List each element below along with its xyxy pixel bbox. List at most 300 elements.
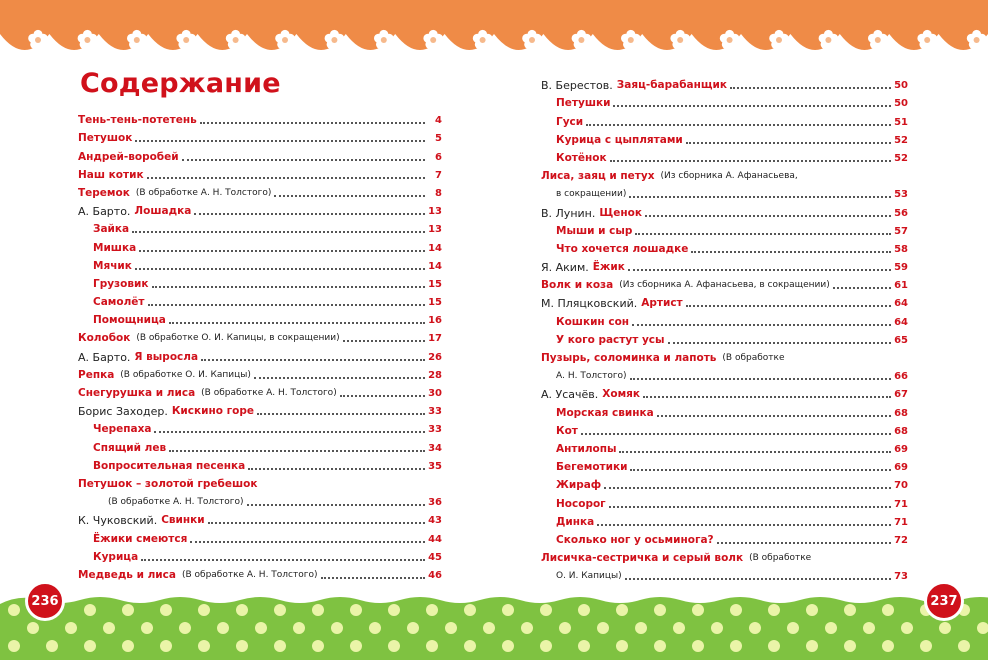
toc-entry [78, 273, 442, 291]
toc-page-number: 52 [894, 134, 908, 146]
toc-entry [541, 474, 908, 492]
toc-story-title: Морская свинка [556, 406, 654, 419]
toc-story-title: Тень-тень-потетень [78, 114, 197, 127]
toc-entry [78, 164, 442, 182]
toc-story-title: Лошадка [134, 205, 192, 218]
toc-page-number: 13 [428, 224, 442, 236]
toc-story-title: Волк и коза [541, 279, 614, 292]
dot-leader [190, 541, 425, 543]
toc-story-title: Наш котик [78, 168, 144, 181]
dot-leader [632, 324, 891, 326]
dot-leader [169, 322, 425, 324]
dot-leader [208, 522, 425, 524]
polka-dot [673, 622, 685, 634]
toc-entry [541, 365, 908, 383]
toc-story-title: Артист [641, 297, 683, 310]
toc-author: В. Берестов. [541, 79, 613, 93]
polka-dot [160, 640, 172, 652]
toc-story-title: Мячик [93, 259, 132, 272]
toc-author: К. Чуковский. [78, 514, 158, 528]
toc-story-title: У кого растут усы [556, 333, 665, 346]
polka-dot [350, 640, 362, 652]
toc-story-title: Гуси [556, 115, 584, 128]
toc-note: (В обработке О. И. Капицы, в сокращении) [136, 333, 340, 344]
polka-dot [65, 622, 77, 634]
toc-page-number: 6 [435, 151, 442, 163]
toc-author: А. Барто. [78, 205, 131, 219]
toc-entry [541, 420, 908, 438]
toc-page-number: 71 [894, 516, 908, 528]
polka-dot [426, 604, 438, 616]
polka-dot [806, 640, 818, 652]
toc-entry [541, 383, 908, 401]
toc-entry [541, 565, 908, 583]
toc-page-number: 69 [894, 443, 908, 455]
toc-entry [78, 309, 442, 327]
toc-entry [78, 182, 442, 200]
dot-leader [717, 542, 891, 544]
toc-entry [78, 491, 442, 509]
toc-entry [78, 200, 442, 218]
toc-entry [541, 274, 908, 292]
polka-dot [730, 640, 742, 652]
polka-dot [217, 622, 229, 634]
toc-note: в сокращении) [556, 189, 627, 200]
toc-story-title: Лисичка-сестричка и серый волк [541, 552, 744, 565]
toc-entry [78, 455, 442, 473]
dot-leader [619, 451, 891, 453]
toc-entry [541, 547, 908, 565]
toc-note: (Из сборника А. Афанасьева, [660, 171, 798, 182]
toc-story-title: Самолёт [93, 296, 145, 309]
dot-leader [691, 251, 891, 253]
polka-dot [806, 604, 818, 616]
dot-leader [169, 450, 425, 452]
toc-story-title: Динка [556, 515, 595, 528]
toc-entry [78, 527, 442, 545]
polka-dot [274, 604, 286, 616]
toc-story-title: Ёжик [592, 261, 625, 274]
dot-leader [730, 87, 891, 89]
toc-note: (В обработке О. И. Капицы) [120, 369, 251, 380]
dot-leader [625, 578, 891, 580]
toc-story-title: Щенок [599, 206, 642, 219]
toc-story-title: Пузырь, соломинка и лапоть [541, 352, 717, 364]
polka-dot [749, 622, 761, 634]
toc-entry [78, 345, 442, 363]
toc-story-title: Мишка [93, 241, 137, 254]
toc-page-number: 50 [894, 80, 908, 92]
polka-dot [616, 604, 628, 616]
polka-dot [768, 640, 780, 652]
polka-dot [388, 640, 400, 652]
dot-leader [629, 196, 891, 198]
polka-dot [616, 640, 628, 652]
dot-leader [194, 213, 425, 215]
polka-dot [958, 640, 970, 652]
polka-dot [293, 622, 305, 634]
polka-dot [350, 604, 362, 616]
toc-page-number: 71 [894, 498, 908, 510]
dot-leader [152, 286, 426, 288]
toc-story-title: Медведь и лиса [78, 568, 176, 581]
toc-entry [541, 92, 908, 110]
page-number-right: 237 [924, 581, 964, 621]
dot-leader [630, 378, 891, 380]
polka-dot [483, 622, 495, 634]
toc-entry [541, 129, 908, 147]
toc-note: О. И. Капицы) [556, 571, 622, 582]
polka-dot [578, 640, 590, 652]
polka-dot [122, 640, 134, 652]
toc-story-title: Бегемотики [556, 461, 628, 474]
toc-entry [78, 364, 442, 382]
toc-page-number: 59 [894, 262, 908, 274]
toc-story-title: Заяц-барабанщик [616, 79, 727, 92]
toc-page-number: 61 [894, 280, 908, 292]
toc-page-number: 64 [894, 316, 908, 328]
polka-dot [578, 604, 590, 616]
toc-story-title: Курица [93, 550, 139, 563]
toc-entry [541, 310, 908, 328]
dot-leader [686, 142, 891, 144]
dot-leader [147, 177, 425, 179]
toc-page-number: 57 [894, 225, 908, 237]
dot-leader [200, 122, 425, 124]
polka-dot [255, 622, 267, 634]
toc-page-number: 68 [894, 407, 908, 419]
bottom-polka-dot-border [0, 592, 988, 660]
toc-page-number: 69 [894, 462, 908, 474]
dot-leader [586, 124, 891, 126]
polka-dot [236, 604, 248, 616]
toc-story-title: Лиса, заяц и петух [541, 170, 655, 183]
polka-dot [198, 640, 210, 652]
page-title: Содержание [80, 68, 281, 99]
toc-page-number: 33 [428, 406, 442, 418]
toc-page-number: 68 [894, 425, 908, 437]
toc-page-number: 72 [894, 534, 908, 546]
dot-leader [135, 140, 425, 142]
toc-page-number: 30 [428, 388, 442, 399]
dot-leader [274, 195, 425, 197]
toc-story-title: Теремок [78, 186, 130, 199]
toc-entry [78, 400, 442, 418]
dot-leader [154, 431, 425, 433]
dot-leader [139, 250, 425, 252]
polka-dot [274, 640, 286, 652]
dot-leader [686, 305, 891, 307]
toc-entry [78, 218, 442, 236]
toc-entry [541, 165, 908, 183]
toc-entry [541, 74, 908, 92]
polka-dot [920, 640, 932, 652]
dot-leader [657, 415, 891, 417]
dot-leader [201, 359, 425, 361]
toc-entry [78, 382, 442, 400]
toc-page-number: 14 [428, 260, 442, 272]
dot-leader [257, 413, 425, 415]
toc-author: М. Пляцковский. [541, 297, 638, 311]
toc-note: (В обработке А. Н. Толстого) [135, 187, 272, 198]
polka-dot [825, 622, 837, 634]
toc-entry [541, 329, 908, 347]
toc-page-number: 43 [428, 515, 442, 527]
polka-dot [464, 640, 476, 652]
dot-leader [597, 524, 891, 526]
toc-page-number: 14 [428, 242, 442, 254]
toc-page-number: 16 [428, 315, 442, 327]
toc-entry [541, 220, 908, 238]
dot-leader [613, 105, 891, 107]
toc-story-title: Я выросла [134, 350, 199, 363]
polka-dot [787, 622, 799, 634]
toc-page-number: 28 [428, 369, 442, 381]
dot-leader [833, 287, 891, 289]
toc-note: (В обработке А. Н. Толстого) [181, 569, 318, 580]
toc-page-number: 8 [435, 187, 442, 199]
polka-dot [502, 604, 514, 616]
polka-dot [939, 622, 951, 634]
toc-entry [541, 183, 908, 201]
dot-leader [630, 469, 891, 471]
toc-story-title: Кот [556, 424, 578, 437]
dot-leader [247, 504, 425, 506]
dot-leader [132, 231, 425, 233]
polka-dot [711, 622, 723, 634]
polka-dot [635, 622, 647, 634]
toc-page-number: 15 [428, 278, 442, 290]
dot-leader [248, 468, 425, 470]
polka-dot [521, 622, 533, 634]
toc-author: А. Усачёв. [541, 388, 599, 402]
polka-dot [464, 604, 476, 616]
dot-leader [141, 559, 425, 561]
toc-entry [541, 492, 908, 510]
toc-entry [541, 347, 908, 365]
polka-dot [103, 622, 115, 634]
toc-page-number: 36 [428, 497, 442, 509]
toc-page-number: 5 [435, 133, 442, 145]
polka-dot [768, 604, 780, 616]
polka-dot [540, 604, 552, 616]
toc-page-number: 45 [428, 551, 442, 563]
dot-leader [340, 395, 425, 397]
toc-entry [541, 511, 908, 529]
toc-page-number: 73 [894, 571, 908, 583]
top-flower-border [0, 0, 988, 70]
polka-dot [312, 640, 324, 652]
polka-dot [863, 622, 875, 634]
toc-entry [541, 110, 908, 128]
polka-dot [407, 622, 419, 634]
polka-dot [46, 640, 58, 652]
toc-entry [78, 127, 442, 145]
toc-entry [541, 456, 908, 474]
polka-dot [236, 640, 248, 652]
polka-dot [8, 604, 20, 616]
polka-dot [901, 622, 913, 634]
toc-entry [541, 147, 908, 165]
toc-story-title: Антилопы [556, 442, 617, 455]
toc-entry [78, 418, 442, 436]
toc-page-number: 44 [428, 533, 442, 545]
toc-story-title: Репка [78, 368, 115, 381]
polka-dot [84, 640, 96, 652]
toc-note: (В обработке [749, 553, 812, 564]
toc-story-title: Носорог [556, 497, 606, 510]
toc-story-title: Котёнок [556, 151, 607, 164]
toc-page-number: 4 [435, 115, 442, 127]
toc-entry [541, 292, 908, 310]
toc-page-number: 52 [894, 152, 908, 164]
dot-leader [609, 506, 891, 508]
toc-entry [541, 529, 908, 547]
toc-story-title: Курица с цыплятами [556, 133, 683, 146]
dot-leader [321, 577, 425, 579]
toc-page-number: 51 [894, 116, 908, 128]
toc-page-number: 34 [428, 442, 442, 454]
polka-dot [445, 622, 457, 634]
toc-entry [541, 256, 908, 274]
polka-dot [692, 640, 704, 652]
polka-dot [844, 604, 856, 616]
toc-story-title: Снегурушка и лиса [78, 387, 196, 399]
toc-entry [78, 236, 442, 254]
toc-page-number: 50 [894, 98, 908, 110]
dot-leader [135, 268, 425, 270]
polka-dot [179, 622, 191, 634]
toc-author: А. Барто. [78, 350, 131, 364]
toc-page-number: 13 [428, 206, 442, 218]
toc-entry [78, 327, 442, 345]
toc-right-column [541, 74, 908, 583]
toc-entry [541, 401, 908, 419]
toc-page-number: 67 [894, 389, 908, 401]
dot-leader [643, 396, 891, 398]
toc-entry [78, 564, 442, 582]
toc-entry [78, 145, 442, 163]
dot-leader [254, 377, 425, 379]
toc-story-title: Черепаха [93, 423, 152, 436]
toc-story-title: Вопросительная песенка [93, 459, 246, 472]
polka-dot [8, 640, 20, 652]
toc-note: (В обработке [722, 353, 785, 363]
toc-story-title: Спящий лев [93, 441, 167, 454]
toc-story-title: Свинки [161, 514, 205, 527]
polka-dot [597, 622, 609, 634]
toc-page-number: 15 [428, 297, 442, 309]
toc-entry [78, 255, 442, 273]
polka-dot [160, 604, 172, 616]
polka-dot [559, 622, 571, 634]
polka-dot [198, 604, 210, 616]
toc-note: (Из сборника А. Афанасьева, в сокращении) [619, 280, 830, 291]
toc-story-title: Кискино горе [171, 405, 254, 418]
polka-dot [27, 622, 39, 634]
toc-story-title: Что хочется лошадке [556, 242, 689, 255]
polka-dot [882, 604, 894, 616]
dot-leader [628, 269, 891, 271]
toc-page-number: 64 [894, 298, 908, 310]
dot-leader [610, 160, 891, 162]
toc-page-number: 70 [894, 480, 908, 492]
toc-page-number: 35 [428, 460, 442, 472]
dot-leader [581, 433, 891, 435]
polka-dot [692, 604, 704, 616]
toc-entry [78, 473, 442, 491]
toc-author: Борис Заходер. [78, 405, 168, 419]
polka-dot [388, 604, 400, 616]
toc-page-number: 7 [435, 169, 442, 181]
toc-page-number: 66 [894, 371, 908, 383]
polka-dot [141, 622, 153, 634]
polka-dot [369, 622, 381, 634]
toc-story-title: Андрей-воробей [78, 150, 179, 163]
polka-dot [654, 604, 666, 616]
toc-story-title: Петушок – золотой гребешок [78, 477, 258, 490]
polka-dot [882, 640, 894, 652]
toc-entry [78, 291, 442, 309]
polka-dot [502, 640, 514, 652]
toc-story-title: Ёжики смеются [93, 532, 188, 545]
toc-note: А. Н. Толстого) [556, 371, 627, 382]
toc-story-title: Грузовик [93, 277, 149, 290]
polka-dot [540, 640, 552, 652]
toc-story-title: Жираф [556, 479, 602, 492]
toc-story-title: Зайка [93, 223, 130, 236]
toc-entry [541, 438, 908, 456]
toc-entry [78, 546, 442, 564]
dot-leader [343, 340, 425, 342]
dot-leader [604, 487, 891, 489]
toc-page-number: 58 [894, 243, 908, 255]
toc-entry [78, 436, 442, 454]
toc-entry [78, 509, 442, 527]
polka-dot [654, 640, 666, 652]
toc-story-title: Помощница [93, 314, 166, 327]
polka-dot [844, 640, 856, 652]
toc-page-number: 26 [428, 351, 442, 363]
toc-page-number: 53 [894, 189, 908, 201]
toc-author: В. Лунин. [541, 206, 596, 220]
polka-dot [331, 622, 343, 634]
toc-page-number: 56 [894, 207, 908, 219]
dot-leader [148, 304, 426, 306]
toc-story-title: Петушок [78, 132, 133, 145]
dot-leader [635, 233, 891, 235]
toc-author: Я. Аким. [541, 261, 589, 275]
toc-page-number: 33 [428, 424, 442, 436]
polka-dot [426, 640, 438, 652]
polka-dot [122, 604, 134, 616]
toc-page-number: 46 [428, 569, 442, 581]
toc-page-number: 17 [428, 333, 442, 345]
dot-leader [645, 215, 891, 217]
page-number-left: 236 [25, 581, 65, 621]
toc-entry [78, 109, 442, 127]
toc-note: (В обработке А. Н. Толстого) [108, 497, 244, 508]
toc-story-title: Петушки [556, 97, 611, 110]
toc-story-title: Мыши и сыр [556, 224, 633, 237]
dot-leader [668, 342, 891, 344]
toc-story-title: Кошкин сон [556, 315, 630, 328]
polka-dot [84, 604, 96, 616]
toc-entry [541, 201, 908, 219]
dot-leader [182, 159, 425, 161]
toc-entry [541, 238, 908, 256]
toc-left-column [78, 109, 442, 582]
